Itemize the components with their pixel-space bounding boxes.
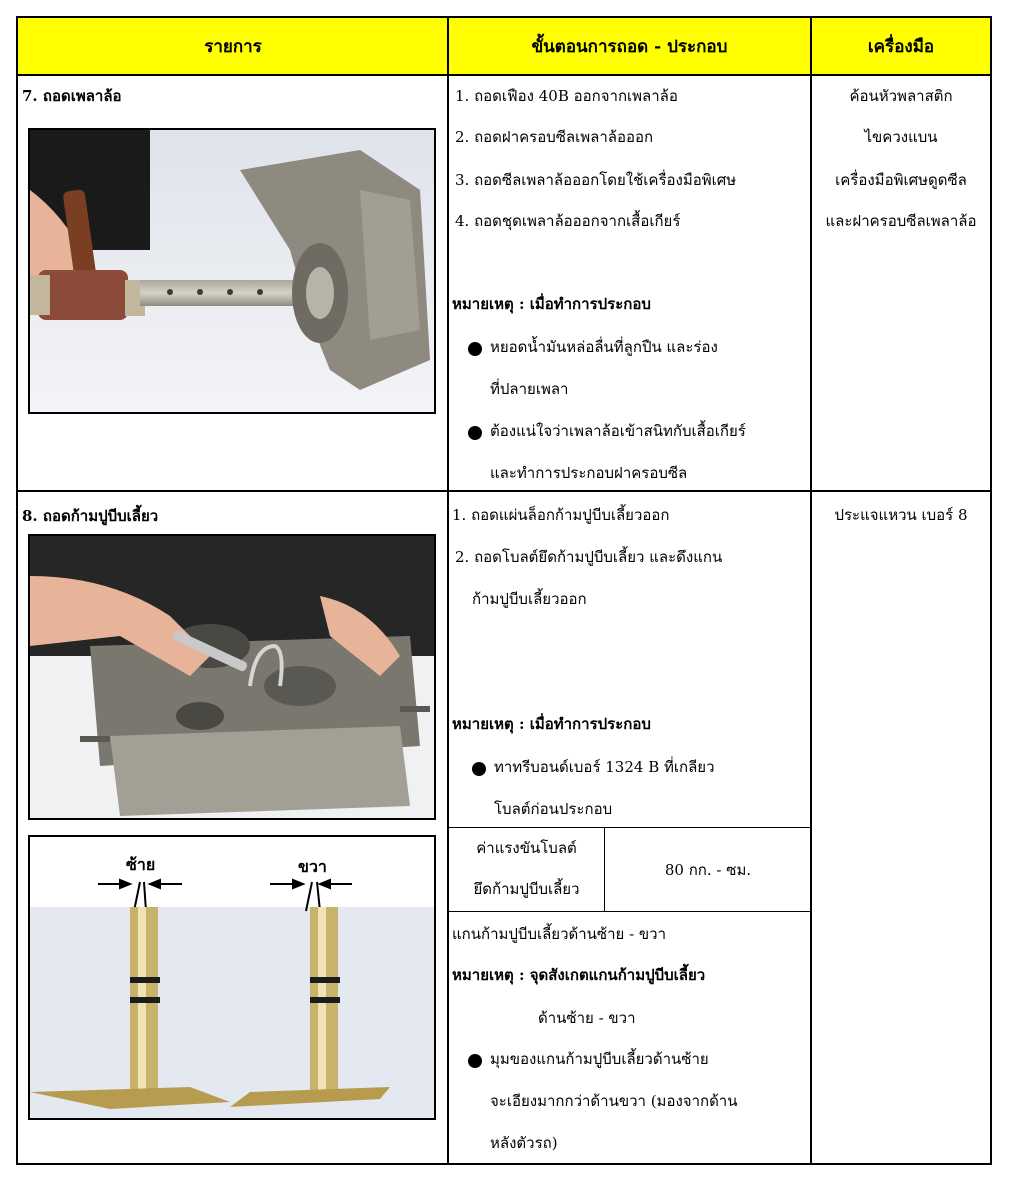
row7-step-1: 1. ถอดเฟือง 40B ออกจากเพลาล้อ	[455, 87, 678, 105]
col-divider-1	[447, 16, 449, 1165]
header-bottom-border	[16, 74, 992, 76]
row7-bullet-1-line-2: ที่ปลายเพลา	[490, 380, 569, 398]
row7-title: 7. ถอดเพลาล้อ	[22, 87, 122, 105]
row7-bullet-1-line-1: หยอดน้ำมันหล่อลื่นที่ลูกปืน และร่อง	[490, 338, 718, 356]
shafts-photo-illustration	[30, 837, 434, 1118]
header-col-steps	[449, 18, 810, 74]
clutch-photo-illustration	[30, 536, 434, 818]
table-top-border	[16, 16, 992, 18]
table-left-border	[16, 16, 18, 1165]
header-steps-label: ขั้นตอนการถอด - ประกอบ	[531, 36, 728, 57]
bullet-icon	[472, 762, 486, 776]
header-item-label: รายการ	[204, 36, 262, 57]
row7-tool-3: เครื่องมือพิเศษดูดซีล	[835, 171, 967, 189]
row7-note-title: หมายเหตุ : เมื่อทำการประกอบ	[452, 295, 651, 313]
shaft-bullet-line-3: หลังตัวรถ)	[490, 1134, 558, 1152]
torque-label-line-1: ค่าแรงขันโบลต์	[476, 839, 577, 857]
row7-bullet-2-line-1: ต้องแน่ใจว่าเพลาล้อเข้าสนิทกับเสื้อเกียร์	[490, 422, 746, 440]
row8-step-2-cont: ก้ามปูบีบเลี้ยวออก	[472, 590, 587, 608]
row8-step-1: 1. ถอดแผ่นล็อกก้ามปูบีบเลี้ยวออก	[452, 506, 670, 524]
row8-bullet-line-2: โบลต์ก่อนประกอบ	[494, 800, 613, 818]
row8-photo-steering-clutch	[28, 534, 436, 820]
torque-label-line-2: ยึดก้ามปูบีบเลี้ยว	[473, 880, 580, 898]
shaft-note-sub: ด้านซ้าย - ขวา	[538, 1009, 636, 1027]
row7-tool-1: ค้อนหัวพลาสติก	[849, 87, 953, 105]
shaft-bullet-line-1: มุมของแกนก้ามปูบีบเลี้ยวด้านซ้าย	[490, 1050, 709, 1068]
shaft-right-label: ขวา	[298, 857, 327, 876]
row8-bullet-line-1: ทาทรีบอนด์เบอร์ 1324 B ที่เกลียว	[494, 758, 715, 776]
row8-note-title: หมายเหตุ : เมื่อทำการประกอบ	[452, 715, 651, 733]
torque-box-bottom	[447, 911, 811, 912]
bullet-icon	[468, 1054, 482, 1068]
row7-photo-axle-removal	[28, 128, 436, 414]
row8-photo-shafts	[28, 835, 436, 1120]
row7-step-4: 4. ถอดชุดเพลาล้อออกจากเสื้อเกียร์	[455, 212, 681, 230]
row8-title: 8. ถอดก้ามปูบีบเลี้ยว	[22, 507, 159, 525]
shaft-left-label: ซ้าย	[126, 855, 156, 874]
bullet-icon	[468, 342, 482, 356]
row8-tool: ประแจแหวน เบอร์ 8	[834, 506, 968, 524]
row7-step-2: 2. ถอดฝาครอบซีลเพลาล้อออก	[455, 128, 654, 146]
shaft-bullet-line-2: จะเอียงมากกว่าด้านขวา (มองจากด้าน	[490, 1092, 738, 1110]
torque-box-divider	[604, 827, 605, 912]
torque-value: 80 กก. - ซม.	[664, 861, 752, 879]
table-right-border	[990, 16, 992, 1165]
bullet-icon	[468, 426, 482, 440]
shaft-note-title: หมายเหตุ : จุดสังเกตแกนก้ามปูบีบเลี้ยว	[452, 966, 706, 984]
shaft-title: แกนก้ามปูบีบเลี้ยวด้านซ้าย - ขวา	[452, 925, 667, 943]
header-tools-label: เครื่องมือ	[867, 36, 935, 57]
row7-bottom-border	[16, 490, 992, 492]
row8-step-2: 2. ถอดโบลต์ยึดก้ามปูบีบเลี้ยว และดึงแกน	[455, 548, 723, 566]
axle-photo-illustration	[30, 130, 434, 412]
row7-bullet-2-line-2: และทำการประกอบฝาครอบซีล	[490, 464, 688, 482]
header-col-tools	[812, 18, 990, 74]
row7-tool-2: ไขควงแบน	[864, 128, 938, 146]
header-col-item	[18, 18, 448, 74]
torque-box-top	[447, 827, 811, 828]
table-bottom-border	[16, 1163, 992, 1165]
row7-step-3: 3. ถอดซีลเพลาล้อออกโดยใช้เครื่องมือพิเศษ	[455, 171, 737, 189]
row7-tool-4: และฝาครอบซีลเพลาล้อ	[825, 212, 977, 230]
